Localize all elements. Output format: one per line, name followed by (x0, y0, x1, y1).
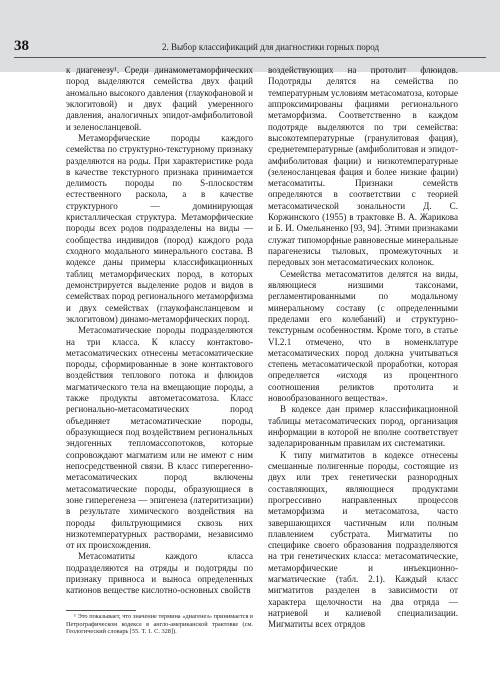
paragraph: Метаморфические породы каждого семейства по структурно-текстурному признаку разделяются на роды. При характеристике рода в качестве текстурного признака принимается делимость породы по S-плоскостям естественного раскола, а в качестве структурного — доминирующая кристаллическая структура. Метаморфические породы всех родов подразделены на виды — сообщества индивидов (пород) каждого рода сходного модального минерального состава. В кодексе даны примеры классификационных таблиц метаморфических пород, в которых демонстрируется выделение родов и видов в семействах пород регионального метаморфизма и двух семействах (глаукофансланцевом и эклогитовом) динамо-метаморфических пород. (66, 132, 253, 324)
paragraph: Семейства метасоматитов делятся на виды, являющиеся низшими таксонами, регламентированными по модальному минеральному составу (с определенными пределами его колебаний) и структурно-текстурным особенностям. Кроме того, в статье VI.2.1 отмечено, что в номенклатуре метасоматических пород должна учитываться степень метасоматической проработки, которая определяется «исходя из процентного соотношения реликтов протолита и новообразованного вещества». (268, 268, 458, 404)
paragraph: В кодексе дан пример классификационной таблицы метасоматических пород, организация информации в которой не вполне соответствует заделарированным правилам их систематики. (268, 404, 458, 449)
header-rule (14, 57, 486, 58)
paragraph: Метасоматиты каждого класса подразделяются на отряды и подотряды по признаку привноса и выноса определенных катионов веществе кислотно-основных свойств (66, 551, 253, 596)
paragraph: к диагенезу¹. Среди динамометаморфических пород выделяются семейства двух фаций аномально высокого давления (глаукофановой и эклогитовой) и двух фаций умеренного давления, аналогичных эпидот-амфиболитовой и зеленосланцевой. (66, 65, 253, 132)
page-number: 38 (14, 38, 29, 54)
footnote-rule (66, 610, 136, 611)
running-head: 2. Выбор классификаций для диагностики горных пород (162, 42, 380, 52)
header-band (0, 0, 500, 72)
left-column (66, 65, 253, 597)
paragraph: воздействующих на протолит флюидов. Подотряды делятся на семейства по температурным условиям метасоматоза, которые аппроксимированы фациями регионального метаморфизма. Соответственно в каждом подотряде выделяются по три семейства: высокотемпературные (гранулитовая фация), среднетемпературные (амфиболитовая и эпидот-амфиболитовая фации) и низкотемпературные (зеленосланцевая фация и более низкие фации) метасоматиты. Признаки семейств определяются в соответствии с теорией метасоматической зональности Д. С. Коржинского (1955) в трактовке В. А. Жарикова и Б. И. Омельяненко [93, 94]. Этими признаками служат типоморфные равновесные минеральные парагенезисы тыловых, промежуточных и передовых зон метасоматических колонок. (268, 65, 458, 268)
footnote: ¹ Это показывает, что значение термина «диагенез» принимается в Петрографическом кодексе в англо-американской трактовке (см. Геологический словарь [55. Т. 1. С. 328]). (66, 613, 253, 636)
right-column (268, 65, 458, 631)
paragraph: К типу мигматитов в кодексе отнесены смешанные полигенные породы, состоящие из двух или трех генетически разнородных составляющих, являющиеся продуктами прогрессивно направленных процессов метаморфизма и метасоматоза, часто завершающихся частичным или полным плавлением субстрата. Мигматиты по специфике своего образования подразделяются на три генетических класса: метасоматические, метаморфические и инъекционно-магматические (табл. 2.1). Каждый класс мигматитов разделен в зависимости от характера щелочности на два отряда — натриевой и калиевой специализации. Мигматиты всех отрядов (268, 449, 458, 630)
paragraph: Метасоматические породы подразделяются на три класса. К классу контактово-метасоматических отнесены метасоматические породы, сформированные в зоне контактового воздействия теплового потока и флюидов магматического тела на вмещающие породы, а также продукты автометасоматоза. Класс регионально-метасоматических пород объединяет метасоматические породы, образующиеся под воздействием региональных эндогенных тепломассопотоков, которые сопровождают магматизм или не имеют с ним непосредственной связи. В класс гиперегенно-метасоматических пород включены метасоматические породы, образующиеся в зоне гиперегенеза — эпигенеза (латеритизации) в результате химического воздействия на породы фильтрующимися сквозь них низкотемпературных растворами, независимо от их происхождения. (66, 325, 253, 551)
